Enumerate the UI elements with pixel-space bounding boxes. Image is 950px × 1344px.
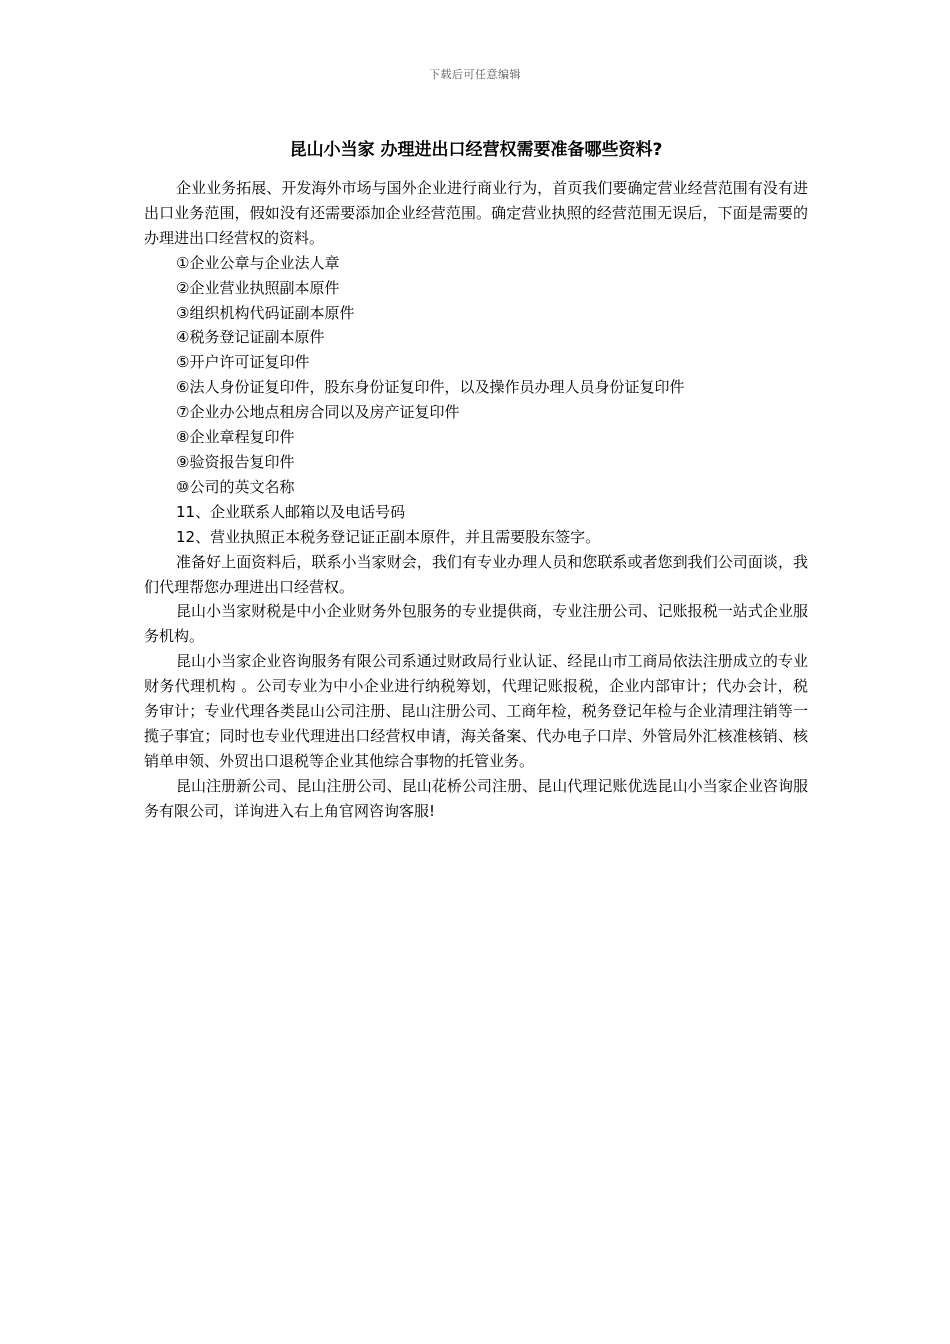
list-item: 12、营业执照正本税务登记证正副本原件，并且需要股东签字。 — [176, 527, 601, 546]
list-item: ⑧企业章程复印件 — [176, 428, 295, 447]
company-description-paragraph: 昆山小当家企业咨询服务有限公司系通过财政局行业认证、经昆山市工商局依法注册成立的专业财务代理机构 。公司专业为中小企业进行纳税筹划，代理记账报税，企业内部审计；代办会计，税务审计；专业代理各类昆山公司注册、昆山注册公司、工商年检，税务登记年检与企业清理注销等一揽子事宜；同时也专业代理进出口经营权申请，海关备案、代办电子口岸、外管局外汇核准核销、核销单申领、外贸出口退税等企业其他综合事物的托管业务。 — [144, 652, 808, 770]
list-item: ②企业营业执照副本原件 — [176, 278, 340, 297]
intro-paragraph: 企业业务拓展、开发海外市场与国外企业进行商业行为，首页我们要确定营业经营范围有没有进出口业务范围，假如没有还需要添加企业经营范围。确定营业执照的经营范围无误后，下面是需要的办理进出口经营权的资料。 — [144, 179, 808, 247]
materials-list — [144, 251, 808, 550]
list-item: ⑨验资报告复印件 — [176, 452, 295, 471]
header-note: 下载后可任意编辑 — [429, 68, 521, 81]
list-item: ①企业公章与企业法人章 — [176, 253, 340, 272]
list-item: ④税务登记证副本原件 — [176, 328, 325, 347]
company-summary-paragraph: 昆山小当家财税是中小企业财务外包服务的专业提供商，专业注册公司、记账报税一站式企业服务机构。 — [144, 602, 808, 646]
list-item: ⑦企业办公地点租房合同以及房产证复印件 — [176, 403, 460, 422]
closing-paragraph: 昆山注册新公司、昆山注册公司、昆山花桥公司注册、昆山代理记账优选昆山小当家企业咨询服务有限公司，详询进入右上角官网咨询客服! — [144, 776, 808, 820]
contact-paragraph: 准备好上面资料后，联系小当家财会，我们有专业办理人员和您联系或者您到我们公司面谈，我们代理帮您办理进出口经营权。 — [144, 552, 808, 596]
document-title: 昆山小当家 办理进出口经营权需要准备哪些资料? — [289, 140, 663, 160]
list-item: ⑩公司的英文名称 — [176, 477, 295, 496]
list-item: 11、企业联系人邮箱以及电话号码 — [176, 502, 406, 521]
list-item: ⑥法人身份证复印件，股东身份证复印件，以及操作员办理人员身份证复印件 — [176, 378, 685, 397]
list-item: ⑤开户许可证复印件 — [176, 353, 310, 372]
list-item: ③组织机构代码证副本原件 — [176, 303, 355, 322]
document-body — [144, 138, 808, 824]
